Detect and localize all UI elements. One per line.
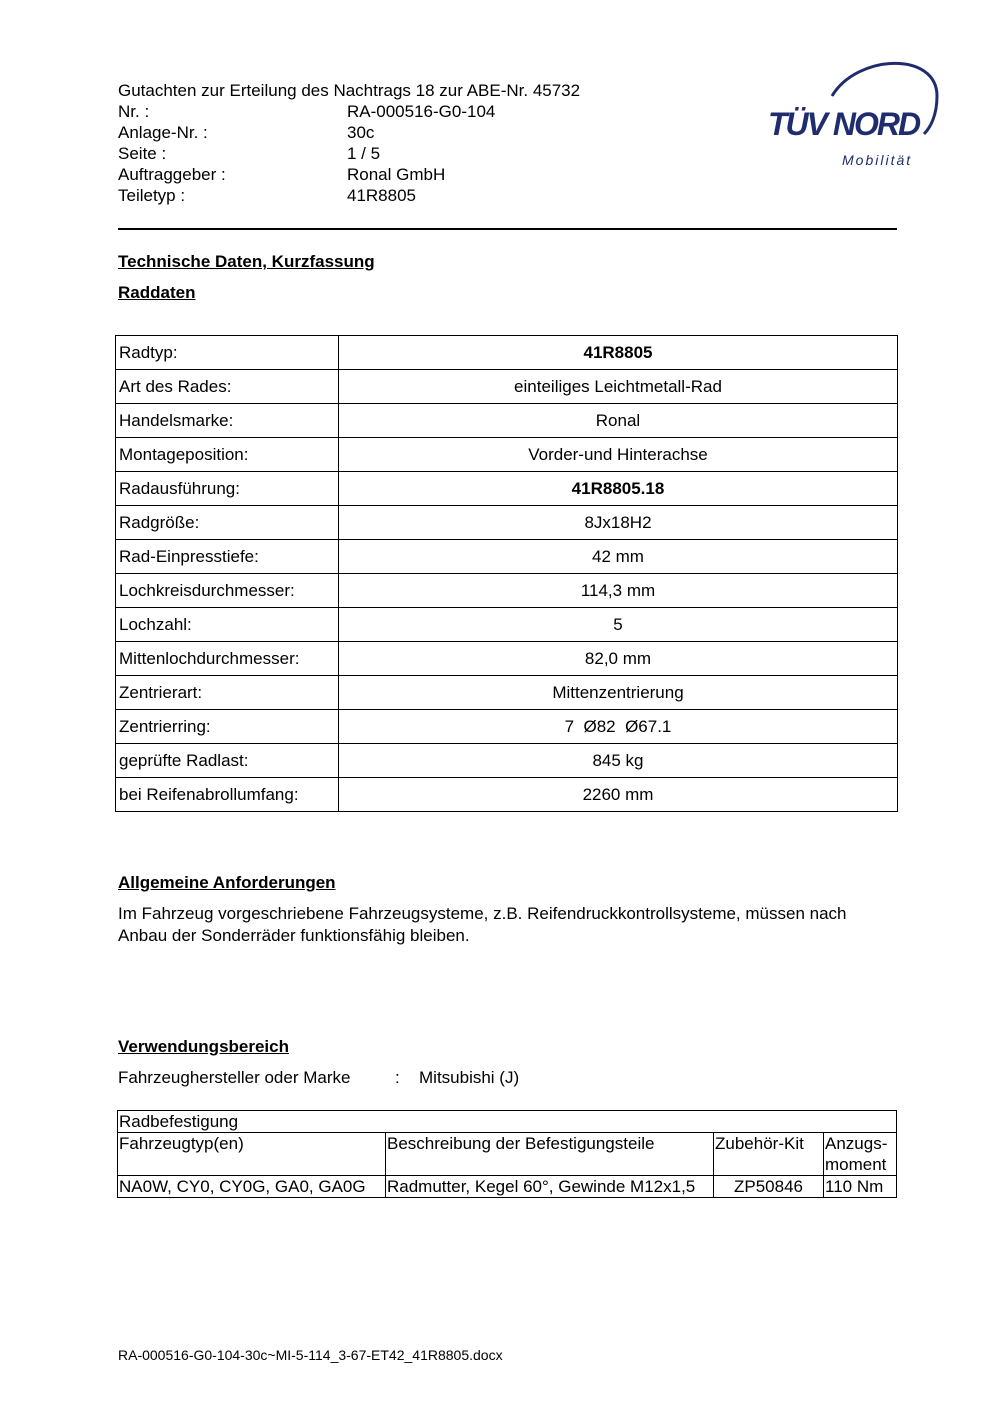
document-header (118, 80, 638, 206)
header-label: Seite : (118, 144, 167, 163)
footer-filename: RA-000516-G0-104-30c~MI-5-114_3-67-ET42_41R8805.docx (118, 1347, 503, 1363)
maker-separator: : (395, 1068, 400, 1087)
header-label: Auftraggeber : (118, 165, 226, 184)
document-title: Gutachten zur Erteilung des Nachtrags 18 zur ABE-Nr. 45732 (118, 81, 581, 100)
raddaten-title: Raddaten (118, 283, 196, 302)
header-field-nr (118, 101, 638, 122)
row-label: Radtyp: (116, 336, 339, 370)
header-label: Teiletyp : (118, 186, 186, 205)
row-label: geprüfte Radlast: (116, 744, 339, 778)
row-value: 41R8805.18 (339, 472, 898, 506)
header-value: 41R8805 (347, 186, 417, 205)
row-label: Radgröße: (116, 506, 339, 540)
row-label: Art des Rades: (116, 370, 339, 404)
row-value: 8Jx18H2 (339, 506, 898, 540)
row-label: Montageposition: (116, 438, 339, 472)
header-field-auftraggeber (118, 164, 638, 185)
header-value: 1 / 5 (347, 144, 381, 163)
table-row (116, 540, 898, 574)
table-row (116, 642, 898, 676)
tuev-nord-logo (762, 56, 942, 171)
anforderungen-title: Allgemeine Anforderungen (118, 873, 336, 892)
maker-value: Mitsubishi (J) (419, 1068, 520, 1087)
row-value: 114,3 mm (339, 574, 898, 608)
header-field-seite (118, 143, 638, 164)
header-value: 30c (347, 123, 375, 142)
row-value: 5 (339, 608, 898, 642)
header-field-teiletyp (118, 185, 638, 206)
fahrzeugtyp-cell: NA0W, CY0, CY0G, GA0, GA0G (118, 1176, 386, 1198)
logo-brand: TÜV NORD (768, 106, 920, 142)
zubehoer-kit-cell: ZP50846 (714, 1176, 824, 1198)
row-value: einteiliges Leichtmetall-Rad (339, 370, 898, 404)
table-row (116, 710, 898, 744)
radbefestigung-title: Radbefestigung (118, 1111, 897, 1133)
column-header: Fahrzeugtyp(en) (118, 1133, 386, 1176)
table-row (116, 574, 898, 608)
row-value: 41R8805 (339, 336, 898, 370)
table-row (116, 676, 898, 710)
table-row (116, 370, 898, 404)
table-row (116, 472, 898, 506)
row-label: Lochzahl: (116, 608, 339, 642)
row-value: 2260 mm (339, 778, 898, 812)
row-label: Zentrierring: (116, 710, 339, 744)
header-label: Anlage-Nr. : (118, 123, 208, 142)
row-value: Mittenzentrierung (339, 676, 898, 710)
column-header: Zubehör-Kit (714, 1133, 824, 1176)
maker-line (118, 1067, 519, 1089)
anzugsmoment-cell: 110 Nm (824, 1176, 897, 1198)
row-label: Radausführung: (116, 472, 339, 506)
table-row (118, 1176, 897, 1198)
maker-label: Fahrzeughersteller oder Marke (118, 1068, 351, 1087)
column-header: Beschreibung der Befestigungsteile (386, 1133, 714, 1176)
row-value: 42 mm (339, 540, 898, 574)
table-row (116, 336, 898, 370)
header-label: Nr. : (118, 102, 150, 121)
row-value: 845 kg (339, 744, 898, 778)
header-value: RA-000516-G0-104 (347, 102, 496, 121)
table-header-row (118, 1133, 897, 1176)
row-value: Ronal (339, 404, 898, 438)
radbefestigung-table (117, 1110, 897, 1198)
header-divider (118, 228, 897, 230)
column-header: Anzugs-moment (824, 1133, 897, 1176)
header-value: Ronal GmbH (347, 165, 446, 184)
row-label: Handelsmarke: (116, 404, 339, 438)
header-field-anlage (118, 122, 638, 143)
row-label: Rad-Einpresstiefe: (116, 540, 339, 574)
table-title-row (118, 1111, 897, 1133)
table-row (116, 404, 898, 438)
row-label: bei Reifenabrollumfang: (116, 778, 339, 812)
table-row (116, 506, 898, 540)
beschreibung-cell: Radmutter, Kegel 60°, Gewinde M12x1,5 (386, 1176, 714, 1198)
table-row (116, 438, 898, 472)
row-value: 7 Ø82 Ø67.1 (339, 710, 898, 744)
table-row (116, 608, 898, 642)
row-label: Mittenlochdurchmesser: (116, 642, 339, 676)
row-value: 82,0 mm (339, 642, 898, 676)
table-row (116, 744, 898, 778)
row-label: Zentrierart: (116, 676, 339, 710)
raddaten-table (115, 335, 898, 812)
verwendung-title: Verwendungsbereich (118, 1037, 289, 1056)
logo-subtitle: Mobilität (842, 152, 913, 168)
row-value: Vorder-und Hinterachse (339, 438, 898, 472)
table-row (116, 778, 898, 812)
row-label: Lochkreisdurchmesser: (116, 574, 339, 608)
anforderungen-text: Im Fahrzeug vorgeschriebene Fahrzeugsysteme, z.B. Reifendruckkontrollsysteme, müssen nach Anbau der Sonderräder funktionsfähig bleiben. (118, 904, 847, 945)
section-title: Technische Daten, Kurzfassung (118, 252, 375, 271)
